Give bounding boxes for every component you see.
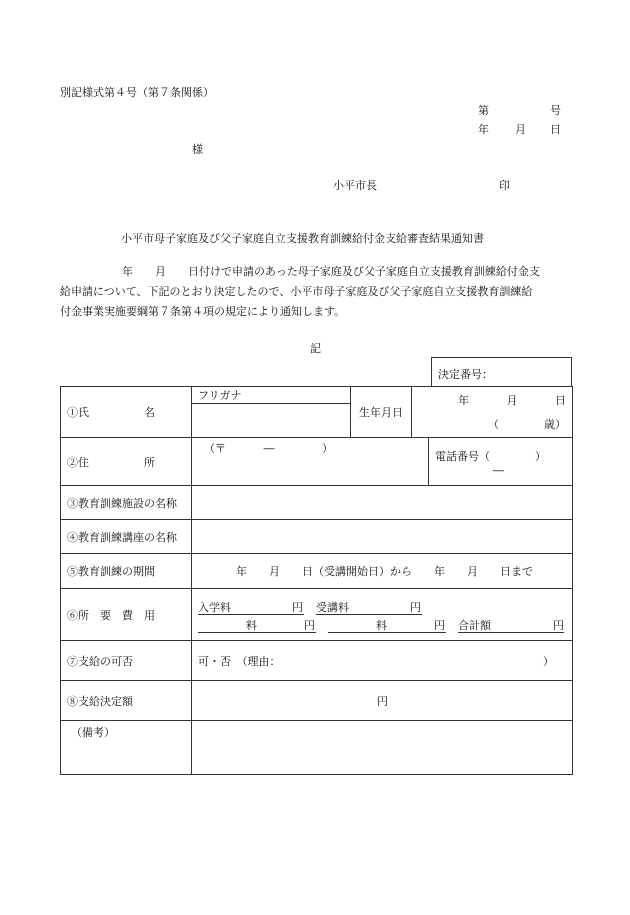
other-fee-1-label: 料 — [246, 618, 257, 632]
address-label-cell — [61, 438, 192, 486]
amount-input-cell[interactable] — [192, 681, 573, 721]
entrance-fee-underline — [198, 614, 304, 615]
table-row — [61, 721, 573, 775]
remarks-label: （備考） — [71, 726, 115, 739]
tuition-underline — [316, 614, 422, 615]
body-line-1: 年 月 日付けで申請のあった母子家庭及び父子家庭自立支援教育訓練給付金支 — [122, 265, 540, 278]
facility-label-cell — [61, 486, 192, 520]
approval-value: 可・否 （理由： — [198, 654, 281, 668]
table-row — [61, 438, 573, 486]
issuer-name: 小平市長 — [333, 179, 377, 192]
table-row — [61, 486, 573, 520]
phone-close: ） — [535, 450, 546, 463]
table-row — [61, 681, 573, 721]
remarks-label-cell — [61, 721, 192, 775]
remarks-input-cell[interactable] — [192, 721, 573, 775]
tuition-yen: 円 — [410, 600, 421, 614]
body-line-3: 付金事業実施要綱第７条第４項の規定により通知します。 — [60, 305, 346, 318]
other-fee-1-underline — [198, 632, 316, 633]
postal-dash: ― — [263, 442, 275, 455]
period-input-cell[interactable] — [192, 554, 573, 589]
approval-input-cell[interactable] — [192, 641, 573, 681]
addressee-suffix: 様 — [192, 143, 203, 156]
decision-number-box — [431, 357, 572, 386]
phone-label: 電話番号（ — [435, 450, 490, 463]
ki-heading: 記 — [310, 342, 321, 355]
facility-input-cell[interactable] — [192, 486, 573, 520]
age-close: 歳） — [544, 418, 566, 431]
body-line-2: 給申請について、下記のとおり決定したので、小平市母子家庭及び父子家庭自立支援教育訓練給 — [60, 285, 533, 298]
birth-day: 日 — [555, 394, 566, 407]
table-row — [61, 387, 573, 404]
course-input-cell[interactable] — [192, 520, 573, 554]
seal-mark: 印 — [499, 179, 510, 192]
other-fee-1-yen: 円 — [304, 618, 315, 632]
other-fee-2-label: 料 — [376, 618, 387, 632]
date-year: 年 — [478, 123, 489, 136]
facility-label: ③教育訓練施設の名称 — [67, 496, 177, 510]
other-fee-2-yen: 円 — [434, 618, 445, 632]
postal-close: ） — [322, 442, 333, 455]
birth-year: 年 — [458, 394, 469, 407]
phone-dash: ― — [493, 464, 504, 477]
total-underline — [458, 632, 564, 633]
course-label: ④教育訓練講座の名称 — [67, 530, 177, 544]
postal-open: （〒 — [204, 442, 226, 455]
form-number: 別記様式第４号（第７条関係） — [60, 86, 214, 99]
body-paragraph — [60, 262, 575, 322]
furigana-cell[interactable] — [192, 387, 351, 404]
furigana-label: フリガナ — [198, 389, 242, 402]
form-table — [60, 386, 573, 775]
cost-label-cell — [61, 589, 192, 641]
name-label: ①氏 名 — [67, 406, 155, 419]
amount-yen: 円 — [377, 694, 388, 708]
decision-number-label: 決定番号： — [438, 368, 493, 381]
birth-label-cell — [351, 387, 412, 438]
address-input-cell[interactable] — [192, 438, 429, 486]
birth-date-label: 生年月日 — [359, 406, 403, 419]
tuition-label: 受講料 — [316, 600, 349, 614]
date-day: 日 — [550, 123, 561, 136]
address-label: ②住 所 — [67, 455, 155, 469]
other-fee-2-underline — [328, 632, 446, 633]
total-yen: 円 — [553, 618, 564, 632]
total-label: 合計額 — [458, 618, 491, 632]
course-label-cell — [61, 520, 192, 554]
entrance-fee-label: 入学料 — [198, 600, 231, 614]
approval-label-cell — [61, 641, 192, 681]
phone-cell[interactable] — [429, 438, 573, 486]
period-label: ⑤教育訓練の期間 — [67, 565, 155, 578]
date-month: 月 — [515, 123, 526, 136]
name-label-cell — [61, 387, 192, 438]
name-input-cell[interactable] — [192, 404, 351, 438]
birth-date-cell[interactable] — [412, 387, 573, 438]
period-value: 年 月 日（受講開始日）から 年 月 日まで — [236, 565, 533, 578]
table-row — [61, 589, 573, 641]
period-label-cell — [61, 554, 192, 589]
document-number-suffix: 号 — [550, 104, 561, 117]
birth-month: 月 — [506, 394, 518, 407]
document-title: 小平市母子家庭及び父子家庭自立支援教育訓練給付金支給審査結果通知書 — [121, 232, 484, 245]
amount-label: ⑧支給決定額 — [67, 694, 133, 708]
cost-label: ⑥所 要 費 用 — [67, 608, 155, 622]
document-number-prefix: 第 — [478, 104, 489, 117]
amount-label-cell — [61, 681, 192, 721]
age-open: （ — [488, 418, 499, 431]
entrance-fee-yen: 円 — [292, 600, 303, 614]
table-row — [61, 641, 573, 681]
cost-input-cell[interactable] — [192, 589, 573, 641]
table-row — [61, 520, 573, 554]
approval-close: ） — [543, 654, 554, 668]
approval-label: ⑦支給の可否 — [67, 654, 133, 668]
table-row — [61, 554, 573, 589]
